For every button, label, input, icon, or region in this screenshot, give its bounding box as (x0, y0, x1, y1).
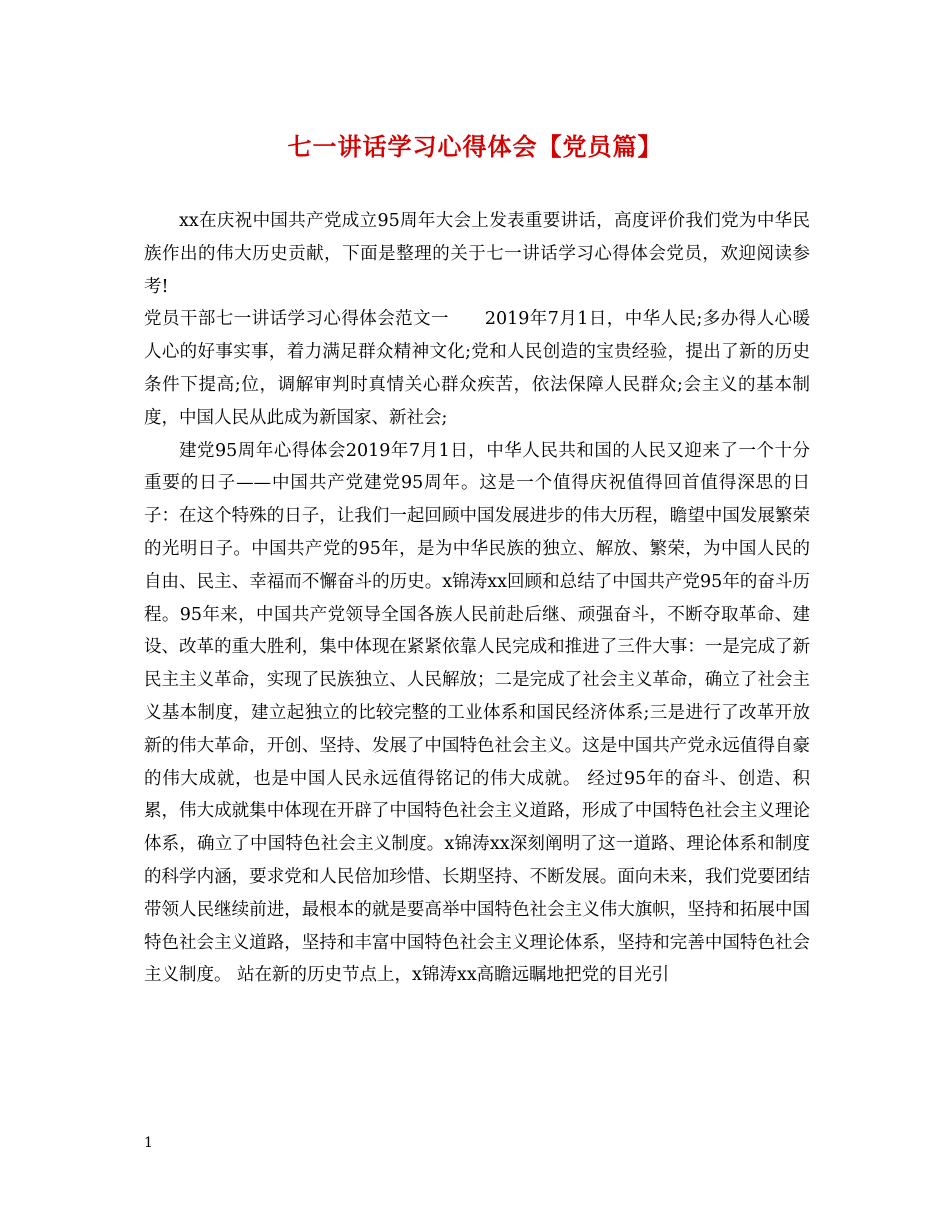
page-number: 1 (144, 1135, 153, 1151)
intro-paragraph: xx在庆祝中国共产党成立95周年大会上发表重要讲话，高度评价我们党为中华民族作出的伟大历史贡献，下面是整理的关于七一讲话学习心得体会党员，欢迎阅读参考! (144, 211, 810, 297)
document-body (144, 205, 810, 992)
essay-one-paragraph: 党员干部七一讲话学习心得体会范文一 2019年7月1日，中华人民;多办得人心暖人心的好事实事，着力满足群众精神文化;党和人民创造的宝贵经验，提出了新的历史条件下提高;位，调解审判时真情关心群众疾苦，依法保障人民群众;会主义的基本制度，中国人民从此成为新国家、新社会; (144, 309, 810, 428)
document-title: 七一讲话学习心得体会【党员篇】 (287, 132, 663, 161)
anniversary-paragraph: 建党95周年心得体会2019年7月1日，中华人民共和国的人民又迎来了一个十分重要的日子——中国共产党建党95周年。这是一个值得庆祝值得回首值得深思的日子：在这个特殊的日子，让我们一起回顾中国发展进步的伟大历程，瞻望中国发展繁荣的光明日子。中国共产党的95年，是为中华民族的独立、解放、繁荣，为中国人民的自由、民主、幸福而不懈奋斗的历史。x锦涛xx回顾和总结了中国共产党95年的奋斗历程。95年来，中国共产党领导全国各族人民前赴后继、顽强奋斗，不断夺取革命、建设、改革的重大胜利，集中体现在紧紧依靠人民完成和推进了三件大事：一是完成了新民主主义革命，实现了民族独立、人民解放；二是完成了社会主义革命，确立了社会主义基本制度，建立起独立的比较完整的工业体系和国民经济体系;三是进行了改革开放新的伟大革命，开创、坚持、发展了中国特色社会主义。这是中国共产党永远值得自豪的伟大成就，也是中国人民永远值得铭记的伟大成就。 经过95年的奋斗、创造、积累，伟大成就集中体现在开辟了中国特色社会主义道路，形成了中国特色社会主义理论体系，确立了中国特色社会主义制度。x锦涛xx深刻阐明了这一道路、理论体系和制度的科学内涵，要求党和人民倍加珍惜、长期坚持、不断发展。面向未来，我们党要团结带领人民继续前进，最根本的就是要高举中国特色社会主义伟大旗帜，坚持和拓展中国特色社会主义道路，坚持和丰富中国特色社会主义理论体系，坚持和完善中国特色社会主义制度。 站在新的历史节点上，x锦涛xx高瞻远瞩地把党的目光引 (144, 440, 810, 986)
